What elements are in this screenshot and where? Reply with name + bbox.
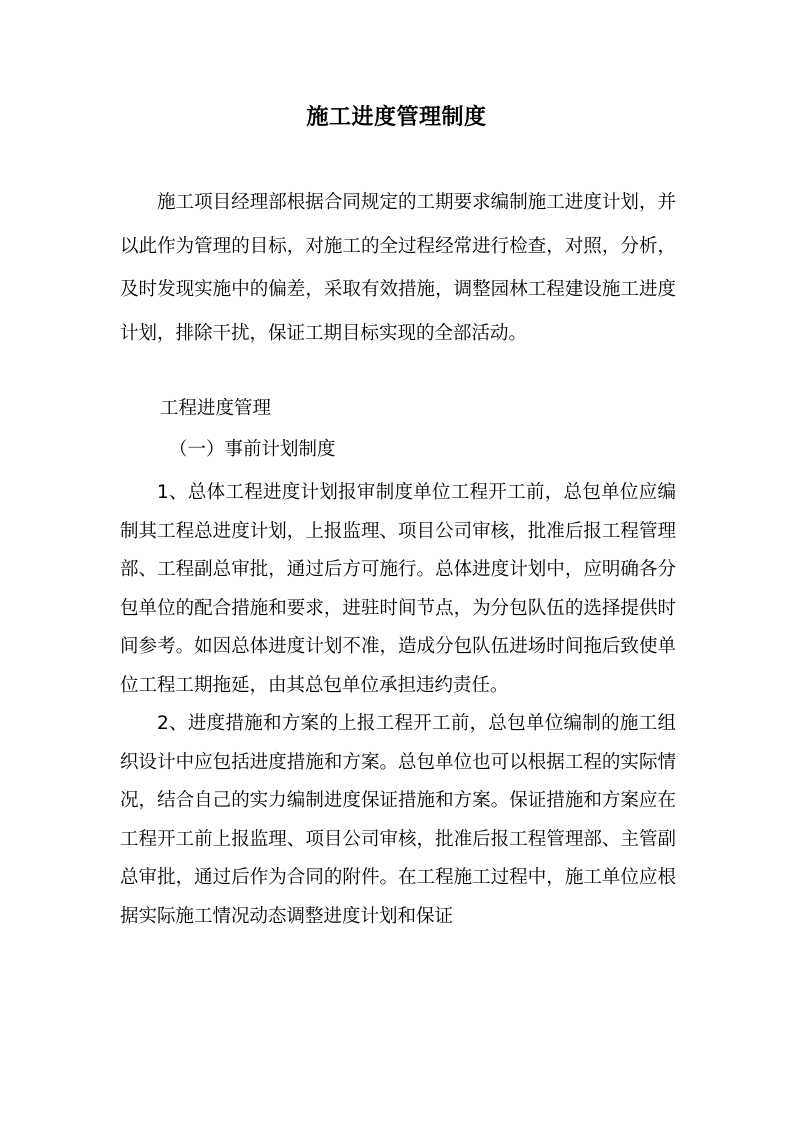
intro-block — [120, 181, 676, 355]
rule-paragraph-1: 1、总体工程进度计划报审制度单位工程开工前，总包单位应编制其工程总进度计划，上报监理、项目公司审核，批准后报工程管理部、工程副总审批，通过后方可施行。总体进度计划中，应明确各分包单位的配合措施和要求，进驻时间节点，为分包队伍的选择提供时间参考。如因总体进度计划不准，造成分包队伍进场时间拖后致使单位工程工期拖延，由其总包单位承担违约责任。 — [120, 482, 676, 696]
rules-block — [120, 474, 676, 936]
intro-paragraph: 施工项目经理部根据合同规定的工期要求编制施工进度计划，并以此作为管理的目标，对施工的全过程经常进行检查，对照，分析，及时发现实施中的偏差，采取有效措施，调整园林工程建设施工进度计划，排除干扰，保证工期目标实现的全部活动。 — [120, 192, 676, 344]
rule-paragraph-2: 2、进度措施和方案的上报工程开工前，总包单位编制的施工组织设计中应包括进度措施和方案。总包单位也可以根据工程的实际情况，结合自己的实力编制进度保证措施和方案。保证措施和方案应在工程开工前上报监理、项目公司审核，批准后报工程管理部、主管副总审批，通过后作为合同的附件。在工程施工过程中，施工单位应根据实际施工情况动态调整进度计划和保证 — [120, 713, 676, 927]
section-heading: 工程进度管理 — [160, 398, 272, 419]
document-title: 施工进度管理制度 — [306, 105, 487, 130]
subsection-heading: （一）事前计划制度 — [169, 439, 336, 460]
